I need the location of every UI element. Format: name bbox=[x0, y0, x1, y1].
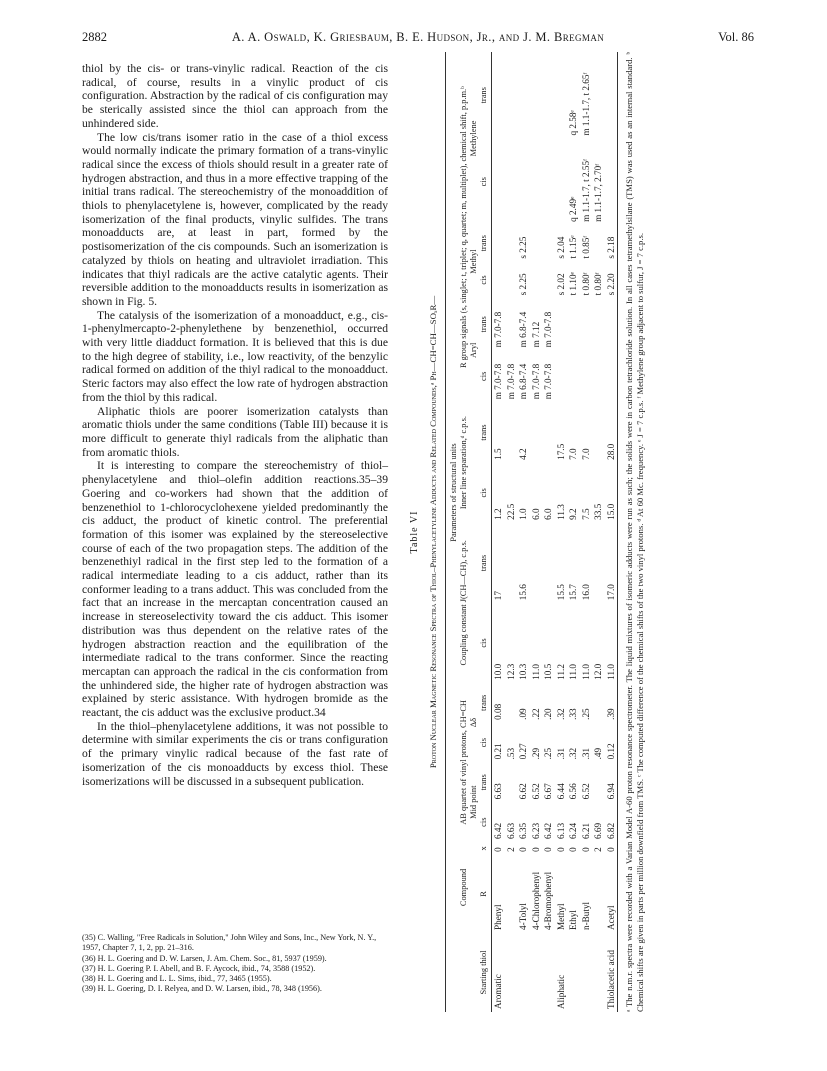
table-cell: 6.42 bbox=[543, 822, 554, 839]
table-header-cell: cis bbox=[479, 350, 492, 402]
table-cell: 2 bbox=[593, 847, 604, 852]
table-cell: 7.0 bbox=[580, 448, 591, 460]
table-header-cell: R group signals (s, singlet; t, triplet; q, quartet; m, multiplet), chemical shift, p.p.m.ᵇ bbox=[459, 86, 468, 369]
table-cell: 12.3 bbox=[505, 663, 516, 680]
table-header-cell: cis bbox=[479, 139, 492, 225]
table-header-cell: cis bbox=[479, 802, 492, 842]
table-header-cell: AB quartet of vinyl protons, CH=CH bbox=[459, 700, 468, 825]
table-header-cell: Coupling constant J(CH—CH), c.p.s. bbox=[459, 540, 468, 666]
table-header-cell: Δδ bbox=[469, 717, 478, 728]
table-cell: 2 bbox=[505, 847, 516, 852]
table-cell: .32 bbox=[568, 747, 579, 760]
table-cell bbox=[542, 262, 555, 299]
table-cell bbox=[580, 933, 593, 1012]
table-cell: q 2.49ᵉ bbox=[568, 196, 579, 222]
table-cell bbox=[555, 350, 568, 402]
table-cell: 4-Chlorophenyl bbox=[530, 871, 541, 930]
table-cell: 15.7 bbox=[568, 584, 579, 601]
table-cell: 6.44 bbox=[555, 783, 566, 800]
table-cell: 6.42 bbox=[493, 822, 504, 839]
table-cell: 0 bbox=[518, 847, 529, 852]
table-cell: 17 bbox=[493, 591, 504, 601]
table-cell bbox=[567, 933, 580, 1012]
table-caption: Proton Nuclear Magnetic Resonance Spectra of Thiol–Phenylacetylene Adducts and Related Compounds,ᵃ Ph—CH=CH—SOₓR— bbox=[428, 295, 438, 769]
table-cell bbox=[492, 225, 505, 262]
table-header-cell: trans bbox=[479, 298, 492, 350]
table-header-cell: trans bbox=[479, 523, 492, 603]
table-cell: 6.56 bbox=[568, 783, 579, 800]
table-cell bbox=[505, 262, 518, 299]
table-cell bbox=[530, 523, 543, 603]
table-cell: 0.08 bbox=[493, 703, 504, 720]
table-header-cell: trans bbox=[479, 683, 492, 723]
table-cell: s 2.18 bbox=[605, 225, 618, 262]
table-cell: .22 bbox=[530, 708, 541, 720]
table-cell: 6.35 bbox=[518, 822, 529, 839]
table-cell bbox=[592, 683, 605, 723]
table-cell: Aliphatic bbox=[555, 974, 566, 1009]
table-header-cell: cis bbox=[479, 262, 492, 299]
table-cell: .39 bbox=[605, 683, 618, 723]
table-header-cell bbox=[446, 933, 460, 1012]
table-cell bbox=[567, 350, 580, 402]
table-cell: 4-Tolyl bbox=[518, 903, 529, 930]
body-text-column bbox=[82, 62, 388, 788]
table-row bbox=[505, 52, 518, 1012]
table-cell: .53 bbox=[505, 747, 516, 760]
table-cell: 7.0 bbox=[568, 448, 579, 460]
table-cell: 28.0 bbox=[605, 402, 618, 463]
table-cell: 15.6 bbox=[518, 584, 529, 601]
table-cell: 17.0 bbox=[605, 523, 618, 603]
table-cell bbox=[505, 933, 518, 1012]
table-cell: 1.5 bbox=[493, 448, 504, 460]
table-footnote: ᵃ The n.m.r. spectra were recorded with a Varian Model A-60 proton resonance spectrometer. The liquid mixtures of isomeric adducts were run as such; the solids were in carbon tetrachloride solution. In all cases tetramethylsilane (TMS) was used as an internal standard. ᵇ Chemical shifts are given in parts per million downfield from TMS. ᶜ The computed difference of the chemical shifts of the two vinyl protons. ᵈ At 60 Mc. frequency. ᵉ J = 7 c.p.s. ᶠ Methylene group adjacent to sulfur, J = 7 c.p.s. bbox=[624, 52, 645, 1012]
reference-item: (38) H. L. Goering and L. L. Sims, ibid., 77, 3465 (1955). bbox=[82, 974, 272, 984]
table-header-cell: trans bbox=[479, 225, 492, 262]
table-cell: 11.0 bbox=[568, 664, 579, 680]
table-cell bbox=[592, 402, 605, 463]
table-cell: Acetyl bbox=[605, 855, 618, 933]
running-header bbox=[82, 30, 754, 46]
table-cell: q 2.58ᵉ bbox=[568, 110, 579, 136]
table-cell: m 7.0-7.8 bbox=[493, 311, 504, 348]
table-header-cell: Aryl bbox=[469, 342, 478, 358]
table-row bbox=[592, 52, 605, 1012]
reference-item: (37) H. L. Goering P. I. Abell, and B. F. Aycock, ibid., 74, 3588 (1952). bbox=[82, 963, 316, 973]
table-cell: 6.52 bbox=[580, 783, 591, 800]
table-header-cell: Compound bbox=[459, 868, 468, 907]
table-cell bbox=[505, 139, 518, 225]
table-cell bbox=[542, 523, 555, 603]
table-cell: 11.2 bbox=[555, 664, 566, 680]
table-cell bbox=[505, 855, 518, 933]
paragraph: Aliphatic thiols are poorer isomerization catalysts than aromatic thiols under the same conditions (Table III) because it is more difficult to generate thiyl radicals from the aliphatic than from aromatic thiols. bbox=[82, 404, 388, 459]
table-header-cell: trans bbox=[479, 762, 492, 802]
table-cell: 6.52 bbox=[530, 783, 541, 800]
table-cell bbox=[530, 402, 543, 463]
table-cell: s 2.25 bbox=[518, 273, 529, 296]
table-cell bbox=[555, 298, 568, 350]
table-header-cell: trans bbox=[479, 402, 492, 463]
table-cell: 0.27 bbox=[518, 743, 529, 760]
table-cell bbox=[542, 402, 555, 463]
table-cell: 15.0 bbox=[605, 463, 618, 523]
table-number: Table VI bbox=[409, 510, 420, 554]
table-cell: 0 bbox=[555, 847, 566, 852]
page-number: 2882 bbox=[82, 30, 107, 44]
table-cell: s 2.25 bbox=[518, 236, 529, 259]
table-cell: Aromatic bbox=[493, 974, 504, 1009]
table-header-cell: R bbox=[479, 855, 492, 933]
table-cell: 15.5 bbox=[555, 584, 566, 601]
table-cell: m 7.0-7.8 bbox=[505, 363, 516, 400]
table-cell: .29 bbox=[530, 747, 541, 760]
table-cell: 0 bbox=[605, 842, 618, 855]
table-cell: 6.63 bbox=[493, 783, 504, 800]
table-cell: Thiolacetic acid bbox=[605, 933, 618, 1012]
table-cell: 6.67 bbox=[543, 783, 554, 800]
table-cell: 6.21 bbox=[580, 822, 591, 839]
table-cell: .20 bbox=[543, 708, 554, 720]
table-header-cell bbox=[469, 402, 479, 683]
table-cell: 16.0 bbox=[580, 584, 591, 601]
table-cell: 6.69 bbox=[593, 822, 604, 839]
table-header-cell: Mid point bbox=[469, 785, 478, 819]
table-cell bbox=[592, 298, 605, 350]
nmr-table bbox=[445, 52, 618, 1012]
table-cell bbox=[530, 52, 543, 139]
table-cell: m 7.12 bbox=[530, 321, 541, 348]
table-cell: t 1.15ᵉ bbox=[568, 235, 579, 259]
table-cell: 22.5 bbox=[505, 503, 516, 520]
table-cell bbox=[592, 52, 605, 139]
table-cell bbox=[505, 523, 518, 603]
table-cell: .31 bbox=[555, 747, 566, 760]
table-cell bbox=[555, 139, 568, 225]
paragraph: The low cis/trans isomer ratio in the case of a thiol excess would normally indicate the primary formation of a trans-vinylic radical since the excess of thiols should result in a greater rate of hydrogen abstraction, and thus in a more effective trapping of the initial trans radical. The stereochemistry of the monoaddition of thiols to phenylacetylene is, however, complicated by the ready isomerization of the final products, vinylic sulfides. The trans monoadducts are, at least in part, formed by the postisomerization of the cis compounds. Such an isomerization is catalyzed by thiols on heating and ultraviolet irradiation. This indicates that thiyl radicals are the active catalytic agents. Their reversible addition to the monoadducts results in isomerization as shown in Fig. 5. bbox=[82, 130, 388, 308]
table-row bbox=[580, 52, 593, 1012]
table-cell bbox=[517, 52, 530, 139]
table-row bbox=[605, 52, 618, 1012]
paragraph: In the thiol–phenylacetylene additions, it was not possible to determine with similar experiments the cis or trans configuration of the primary vinylic radical because of the fast rate of isomerization of the cis monoadducts by excess thiol. These isomerizations will be discussed in a subsequent publication. bbox=[82, 719, 388, 788]
table-cell bbox=[542, 52, 555, 139]
table-cell: 6.13 bbox=[555, 822, 566, 839]
table-block bbox=[397, 52, 757, 1012]
table-cell bbox=[505, 225, 518, 262]
table-row bbox=[530, 52, 543, 1012]
table-cell: 0 bbox=[530, 847, 541, 852]
table-cell: 17.5 bbox=[555, 443, 566, 460]
table-cell: 0 bbox=[568, 847, 579, 852]
table-header-cell: Methylene bbox=[469, 120, 478, 157]
table-cell: m 1.1-1.7, 2.70ᶠ bbox=[593, 163, 604, 222]
table-cell: m 1.1-1.7, t 2.65ᶠ bbox=[580, 72, 591, 136]
table-header-cell: cis bbox=[479, 463, 492, 523]
table-cell: .25 bbox=[543, 747, 554, 760]
table-cell: .32 bbox=[555, 708, 566, 720]
table-cell: 7.5 bbox=[580, 508, 591, 520]
reference-item: (36) H. L. Goering and D. W. Larsen, J. Am. Chem. Soc., 81, 5937 (1959). bbox=[82, 953, 327, 963]
table-cell: s 2.04 bbox=[555, 236, 566, 259]
table-cell bbox=[542, 139, 555, 225]
table-cell: 9.2 bbox=[568, 508, 579, 520]
table-cell bbox=[492, 139, 505, 225]
table-cell bbox=[592, 225, 605, 262]
table-cell: 6.62 bbox=[518, 783, 529, 800]
table-cell: 10.3 bbox=[518, 663, 529, 680]
table-cell bbox=[592, 350, 605, 402]
table-cell: 10.5 bbox=[543, 663, 554, 680]
table-cell: m 6.8-7.4 bbox=[518, 311, 529, 348]
table-header-cell bbox=[469, 842, 479, 1012]
table-cell: .09 bbox=[518, 708, 529, 720]
volume-number: Vol. 86 bbox=[718, 30, 754, 44]
table-cell: 6.23 bbox=[530, 822, 541, 839]
table-cell bbox=[530, 262, 543, 299]
reference-item: (35) C. Walling, "Free Radicals in Solution," John Wiley and Sons, Inc., New York, N. Y., 1957, Chapter 7, 1, 2, pp. 21–316. bbox=[82, 933, 377, 953]
table-cell bbox=[530, 225, 543, 262]
table-cell bbox=[542, 933, 555, 1012]
table-cell: m 7.0-7.8 bbox=[543, 363, 554, 400]
table-cell: 6.24 bbox=[568, 822, 579, 839]
table-header-cell bbox=[459, 933, 469, 1012]
table-cell: Phenyl bbox=[493, 904, 504, 930]
table-cell: m 7.0-7.8 bbox=[543, 311, 554, 348]
table-header-cell: x bbox=[479, 842, 492, 855]
table-cell: .25 bbox=[580, 708, 591, 720]
table-cell: 4.2 bbox=[518, 448, 529, 460]
table-header-cell: Starting thiol bbox=[479, 933, 492, 1012]
table-cell bbox=[542, 225, 555, 262]
table-cell: t 0.80ᶠ bbox=[593, 272, 604, 296]
table-cell: Ethyl bbox=[568, 910, 579, 930]
table-cell bbox=[492, 262, 505, 299]
table-cell: t 0.80ᶠ bbox=[580, 272, 591, 296]
table-cell bbox=[530, 933, 543, 1012]
table-cell: m 7.0-7.8 bbox=[493, 363, 504, 400]
table-cell: 6.0 bbox=[543, 508, 554, 520]
paragraph: The catalysis of the isomerization of a monoadduct, e.g., cis-1-phenylmercapto-2-phenylethene by benzenethiol, occurred with very little diadduct formation. It is believed that this is due to the high degree of stability, i.e., low reactivity, of the benzylic radical formed on addition of the thiyl radical to the monoadduct. Steric factors may also effect the low rate of hydrogen abstraction from the thiol by this radical. bbox=[82, 308, 388, 404]
table-cell: 11.0 bbox=[530, 664, 541, 680]
table-cell: 11.0 bbox=[580, 664, 591, 680]
table-cell bbox=[505, 683, 518, 723]
table-cell: 1.0 bbox=[518, 508, 529, 520]
table-cell: .31 bbox=[580, 747, 591, 760]
table-cell: t 0.85ᶠ bbox=[580, 235, 591, 259]
table-cell: s 2.20 bbox=[605, 262, 618, 299]
table-cell bbox=[517, 139, 530, 225]
table-cell: 4-Bromophenyl bbox=[543, 871, 554, 930]
table-cell bbox=[555, 52, 568, 139]
table-cell bbox=[567, 298, 580, 350]
table-cell bbox=[592, 933, 605, 1012]
table-cell bbox=[530, 139, 543, 225]
table-cell bbox=[580, 298, 593, 350]
table-cell bbox=[605, 139, 618, 225]
paragraph: It is interesting to compare the stereochemistry of thiol–phenylacetylene and thiol–olefin addition reactions.35–39 Goering and co-workers had shown that the addition of benzenethiol to 1-chlorocyclohexene yielded predominantly the cis adduct, the product of kinetic control. The preferential formation of this isomer was explained by the stereoselective course of each of the two propagation steps. The addition of the benzenethiyl radical in the first step led to the formation of a radical intermediate leading to a cis adduct, rather than its conformer leading to a trans adduct. This was concluded from the fact that an increase in the mercaptan concentration caused an increase in stereoselectivity toward the cis adduct. This isomer distribution was thus dependent on the relative rates of the hydrogen abstraction reaction and the equilibration of the intermediate radical to the trans conformer. Since the reacting mercaptan can approach the radical in the cis conformation from the unhindered side, the higher rate of hydrogen abstraction was explained by steric assistance. With hydrogen bromide as the reactant, the cis adduct was the exclusive product.34 bbox=[82, 459, 388, 720]
rotated-table-region bbox=[397, 52, 757, 1012]
table-cell bbox=[505, 402, 518, 463]
references bbox=[82, 933, 388, 995]
table-cell: 0.12 bbox=[605, 723, 618, 763]
running-authors: A. A. Oswald, K. Griesbaum, B. E. Hudson, Jr., and J. M. Bregman bbox=[231, 30, 605, 44]
table-cell bbox=[605, 298, 618, 350]
paragraph: thiol by the cis- or trans-vinylic radical. Reaction of the cis radical, of course, results in a vinylic product of cis configuration. Abstraction by the radical of cis configuration may be sterically assisted since the thiol can approach from the unhindered side. bbox=[82, 62, 388, 130]
table-cell bbox=[580, 350, 593, 402]
table-cell: s 2.02 bbox=[555, 273, 566, 296]
table-cell: t 1.10ᵉ bbox=[568, 272, 579, 296]
table-row bbox=[542, 52, 555, 1012]
table-cell: Methyl bbox=[555, 903, 566, 930]
table-cell bbox=[505, 762, 518, 802]
table-cell: .49 bbox=[593, 747, 604, 760]
table-row bbox=[555, 52, 568, 1012]
table-row bbox=[492, 52, 505, 1012]
table-cell: 0 bbox=[543, 847, 554, 852]
table-header-cell: Inner line separation,ᵈ c.p.s. bbox=[459, 416, 468, 510]
table-cell: 6.82 bbox=[605, 802, 618, 842]
table-header-cell: trans bbox=[479, 52, 492, 139]
reference-item: (39) H. L. Goering, D. I. Relyea, and D. W. Larsen, ibid., 78, 348 (1956). bbox=[82, 984, 322, 994]
table-cell: 0 bbox=[580, 847, 591, 852]
table-cell: 33.5 bbox=[593, 503, 604, 520]
table-cell bbox=[605, 350, 618, 402]
table-cell bbox=[505, 52, 518, 139]
table-cell: 6.63 bbox=[505, 822, 516, 839]
table-row bbox=[567, 52, 580, 1012]
table-cell: .33 bbox=[568, 708, 579, 720]
table-cell: n-Butyl bbox=[580, 901, 591, 930]
table-cell: 1.2 bbox=[493, 508, 504, 520]
table-cell: 0.21 bbox=[493, 743, 504, 760]
table-cell: m 7.0-7.8 bbox=[530, 363, 541, 400]
table-cell bbox=[592, 855, 605, 933]
table-header-cell: cis bbox=[479, 603, 492, 683]
table-cell: 0 bbox=[493, 847, 504, 852]
table-cell: m 1.1-1.7, t 2.55ᶠ bbox=[580, 159, 591, 222]
table-cell: 6.0 bbox=[530, 508, 541, 520]
table-cell: 12.0 bbox=[593, 663, 604, 680]
table-header-cell: Methyl bbox=[469, 249, 478, 274]
table-cell: m 6.8-7.4 bbox=[518, 363, 529, 400]
table-cell bbox=[592, 523, 605, 603]
table-header-cell: cis bbox=[479, 723, 492, 763]
table-cell: 6.94 bbox=[605, 762, 618, 802]
table-cell bbox=[505, 298, 518, 350]
table-cell: 10.0 bbox=[493, 663, 504, 680]
table-cell: 11.0 bbox=[605, 603, 618, 683]
table-cell bbox=[605, 52, 618, 139]
table-cell: 11.3 bbox=[555, 504, 566, 520]
table-cell bbox=[492, 52, 505, 139]
table-row bbox=[517, 52, 530, 1012]
table-cell bbox=[592, 762, 605, 802]
table-cell bbox=[517, 933, 530, 1012]
table-header-cell: Parameters of structural units bbox=[446, 52, 460, 933]
